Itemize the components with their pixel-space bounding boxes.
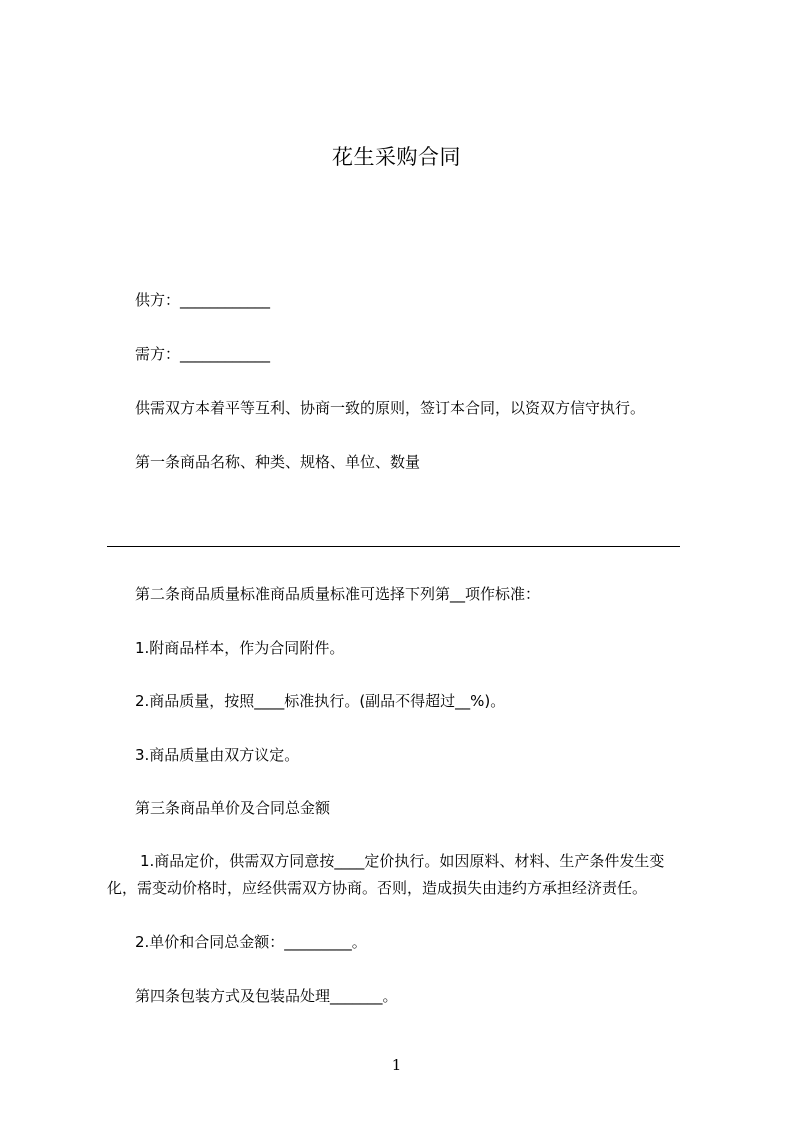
article-3-item-1-line-1: 1.商品定价，供需双方同意按____定价执行。如因原料、材料、生产条件发生变 xyxy=(140,852,665,870)
article-1-blank-line xyxy=(107,546,680,547)
page-title: 花生采购合同 xyxy=(332,145,461,169)
article-4-heading: 第四条包装方式及包装品处理_______。 xyxy=(135,987,398,1005)
article-2-item-1: 1.附商品样本，作为合同附件。 xyxy=(135,639,345,657)
article-3-item-2: 2.单价和合同总金额：_________。 xyxy=(135,933,367,951)
article-1-heading: 第一条商品名称、种类、规格、单位、数量 xyxy=(135,453,421,471)
article-2-item-2: 2.商品质量，按照____标准执行。(副品不得超过__%)。 xyxy=(135,692,506,710)
supplier-line: 供方：____________ xyxy=(135,291,271,309)
article-2-item-3: 3.商品质量由双方议定。 xyxy=(135,746,300,764)
page-number: 1 xyxy=(391,1056,402,1074)
buyer-line: 需方：____________ xyxy=(135,345,271,363)
article-3-heading: 第三条商品单价及合同总金额 xyxy=(135,799,331,817)
preamble-paragraph: 供需双方本着平等互利、协商一致的原则，签订本合同，以资双方信守执行。 xyxy=(135,399,646,417)
article-3-item-1-line-2: 化，需变动价格时，应经供需双方协商。否则，造成损失由违约方承担经济责任。 xyxy=(107,879,648,897)
article-2-heading: 第二条商品质量标准商品质量标准可选择下列第__项作标准： xyxy=(135,585,541,603)
